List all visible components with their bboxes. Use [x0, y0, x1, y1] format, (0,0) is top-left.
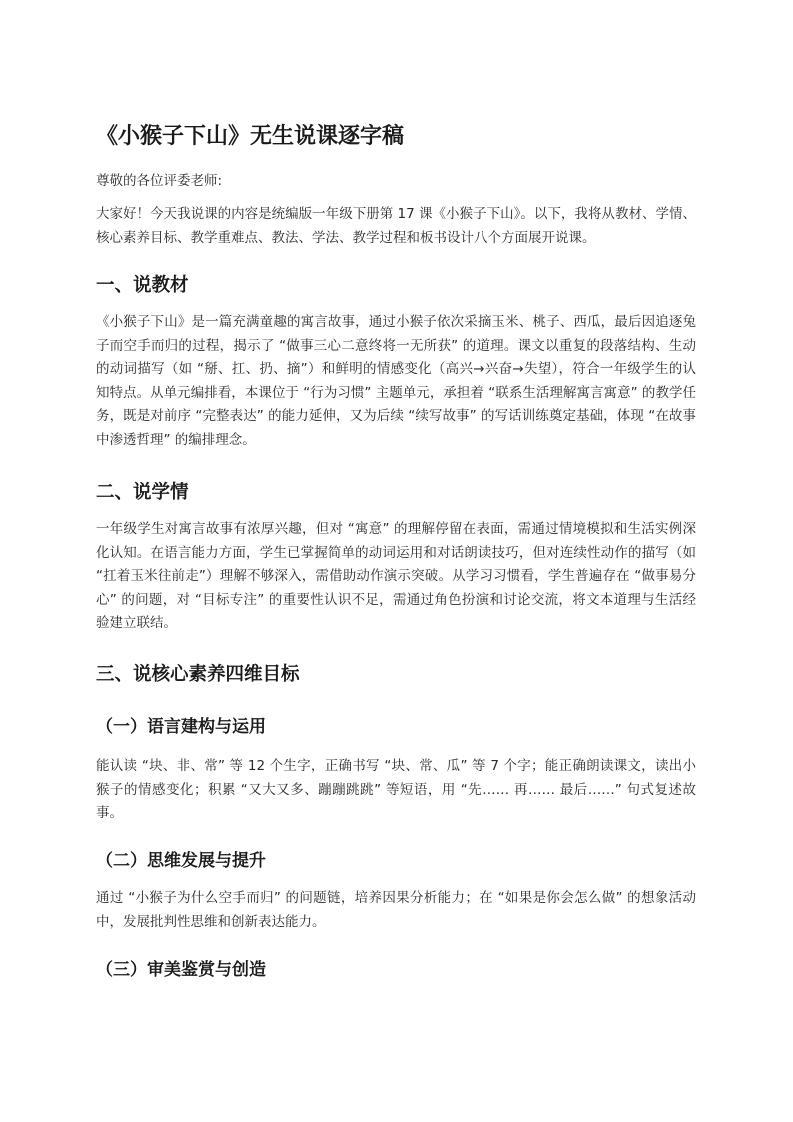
intro-paragraph: 大家好！今天我说课的内容是统编版一年级下册第 17 课《小猴子下山》。以下，我将从教材、学情、核心素养目标、教学重难点、教法、学法、教学过程和板书设计八个方面展开说课。	[96, 206, 696, 246]
greeting-paragraph: 尊敬的各位评委老师:	[96, 173, 223, 189]
subsection-heading-aesthetics: （三）审美鉴赏与创造	[96, 960, 266, 980]
section-heading-textbook: 一、说教材	[96, 275, 189, 296]
subsection-heading-thinking: （二）思维发展与提升	[96, 851, 266, 871]
subsection-body-language: 能认读 “块、非、常” 等 12 个生字，正确书写 “块、常、瓜” 等 7 个字；能正确朗读课文，读出小猴子的情感变化；积累 “又大又多、蹦蹦跳跳” 等短语，用 “先…… 再…… 最后……” 句式复述故事。	[96, 758, 696, 821]
section-heading-objectives: 三、说核心素养四维目标	[96, 664, 300, 685]
subsection-heading-language: （一）语言建构与运用	[96, 717, 266, 737]
section-body-textbook: 《小猴子下山》是一篇充满童趣的寓言故事，通过小猴子依次采摘玉米、桃子、西瓜，最后因追逐兔子而空手而归的过程，揭示了 “做事三心二意终将一无所获” 的道理。课文以重复的段落结构、生动的动词描写（如 “掰、扛、扔、摘”）和鲜明的情感变化（高兴→兴奋→失望），符合一年级学生的认知特点。从单元编排看，本课位于 “行为习惯” 主题单元，承担着 “联系生活理解寓言寓意” 的教学任务，既是对前序 “完整表达” 的能力延伸，又为后续 “续写故事” 的写话训练奠定基础，体现 “在故事中渗透哲理” 的编排理念。	[96, 314, 696, 448]
section-body-learners: 一年级学生对寓言故事有浓厚兴趣，但对 “寓意” 的理解停留在表面，需通过情境模拟和生活实例深化认知。在语言能力方面，学生已掌握简单的动词运用和对话朗读技巧，但对连续性动作的描写（如 “扛着玉米往前走”）理解不够深入，需借助动作演示突破。从学习习惯看，学生普遍存在 “做事易分心” 的问题，对 “目标专注” 的重要性认识不足，需通过角色扮演和讨论交流，将文本道理与生活经验建立联结。	[96, 521, 696, 631]
section-heading-learners: 二、说学情	[96, 482, 189, 503]
document-title: 《小猴子下山》无生说课逐字稿	[96, 124, 405, 149]
subsection-body-thinking: 通过 “小猴子为什么空手而归” 的问题链，培养因果分析能力；在 “如果是你会怎么做” 的想象活动中，发展批判性思维和创新表达能力。	[96, 890, 696, 930]
